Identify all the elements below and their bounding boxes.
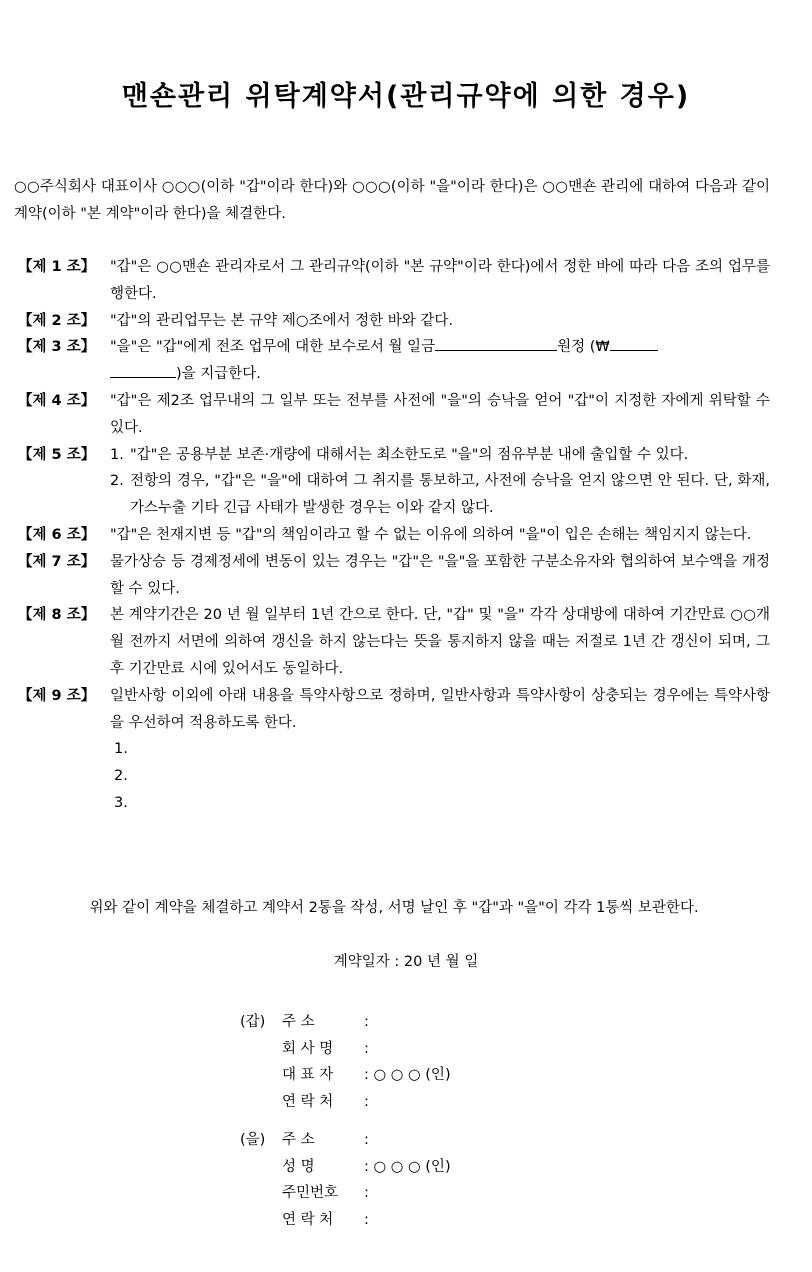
party-a-row	[240, 1036, 451, 1063]
special-item: 2.	[114, 768, 128, 785]
article-text-part: "을"은 "갑"에게 전조 업무에 대한 보수로서 월 일금	[110, 339, 436, 356]
article-text: 물가상승 등 경제정세에 변동이 있는 경우는 "갑"은 "을"을 포함한 구분소유자와 협의하여 보수액을 개정할 수 있다.	[110, 553, 770, 597]
article-label: 【제 7 조】	[18, 553, 96, 570]
special-item: 3.	[114, 794, 128, 811]
contract-date: 계약일자 : 20 년 월 일	[333, 954, 479, 970]
article-label: 【제 4 조】	[18, 392, 96, 409]
party-b-row	[240, 1180, 451, 1207]
document-title: 맨숀관리 위탁계약서(관리규약에 의한 경우)	[121, 81, 691, 112]
field-value: :	[364, 1093, 369, 1110]
amount-blank	[435, 336, 557, 351]
article-8	[18, 602, 770, 682]
field-label: 대 표 자	[282, 1067, 334, 1083]
field-label: 주 소	[282, 1014, 315, 1030]
amount-blank	[610, 336, 658, 351]
special-item: 1.	[114, 741, 128, 758]
article-text: "갑"의 관리업무는 본 규약 제○조에서 정한 바와 같다.	[110, 312, 454, 329]
sub-item-text: "갑"은 공용부분 보존·개량에 대해서는 최소한도로 "을"의 점유부분 내에 출입할 수 있다.	[130, 446, 689, 463]
closing-paragraph: 위와 같이 계약을 체결하고 계약서 2통을 작성, 서명 날인 후 "갑"과 "을"이 각각 1통씩 보관한다.	[89, 900, 699, 916]
article-text: "갑"은 천재지변 등 "갑"의 책임이라고 할 수 없는 이유에 의하여 "을"이 입은 손해는 책임지지 않는다.	[110, 526, 752, 543]
field-value: : ○ ○ ○ (인)	[364, 1158, 451, 1175]
field-value: :	[364, 1132, 369, 1148]
party-b-block	[240, 1127, 451, 1233]
article-text	[110, 442, 770, 522]
article-4	[18, 388, 770, 442]
article-6	[18, 522, 770, 549]
article-2	[18, 308, 770, 335]
article-label: 【제 8 조】	[18, 607, 96, 624]
field-value: :	[364, 1014, 369, 1030]
party-b-tag: (을)	[240, 1132, 266, 1148]
article-text-part: )을 지급한다.	[176, 366, 261, 383]
field-label: 성 명	[282, 1158, 315, 1175]
article-3	[18, 334, 770, 388]
article-label: 【제 9 조】	[18, 687, 96, 704]
article-label: 【제 2 조】	[18, 312, 96, 329]
party-b-row	[240, 1207, 451, 1234]
article-text	[110, 683, 770, 817]
field-value: :	[364, 1040, 369, 1057]
articles-list	[18, 254, 770, 817]
sub-item-number: 2.	[110, 473, 124, 490]
field-value: :	[364, 1185, 369, 1201]
party-a-block	[240, 1009, 451, 1115]
article-text: "갑"은 제2조 업무내의 그 일부 또는 전부를 사전에 "을"의 승낙을 얻어 "갑"이 지정한 자에게 위탁할 수 있다.	[110, 392, 770, 436]
article-label: 【제 3 조】	[18, 339, 96, 356]
amount-blank	[110, 363, 176, 378]
field-label: 주민번호	[282, 1185, 339, 1201]
article-7	[18, 549, 770, 603]
party-a-tag: (갑)	[240, 1014, 266, 1030]
article-text-main: 일반사항 이외에 아래 내용을 특약사항으로 정하며, 일반사항과 특약사항이 상충되는 경우에는 특약사항을 우선하여 적용하도록 한다.	[110, 687, 770, 731]
sub-item-text: 전항의 경우, "갑"은 "을"에 대하여 그 취지를 통보하고, 사전에 승낙을 얻지 않으면 안 된다. 단, 화재, 가스누출 기타 긴급 사태가 발생한 경우는 이와 같지 않다.	[130, 473, 770, 517]
article-9	[18, 683, 770, 817]
article-sub-item	[110, 468, 770, 522]
party-a-row	[240, 1009, 451, 1036]
article-1	[18, 254, 770, 308]
article-label: 【제 1 조】	[18, 259, 96, 275]
field-label: 연 락 처	[282, 1093, 334, 1110]
article-label: 【제 6 조】	[18, 526, 96, 543]
party-b-row	[240, 1127, 451, 1154]
field-value: : ○ ○ ○ (인)	[364, 1067, 451, 1083]
field-label: 회 사 명	[282, 1040, 334, 1057]
special-items	[110, 736, 770, 816]
field-value: :	[364, 1211, 369, 1228]
article-text: "갑"은 ○○맨숀 관리자로서 그 관리규약(이하 "본 규약"이라 한다)에서 정한 바에 따라 다음 조의 업무를 행한다.	[110, 259, 770, 302]
intro-paragraph: ○○주식회사 대표이사 ○○○(이하 "갑"이라 한다)와 ○○○(이하 "을"이라 한다)은 ○○맨숀 관리에 대하여 다음과 같이 계약(이하 "본 계약"이라 한다)을 체결한다.	[14, 179, 770, 222]
party-a-row	[240, 1062, 451, 1089]
field-label: 주 소	[282, 1132, 315, 1148]
article-text: 본 계약기간은 20 년 월 일부터 1년 간으로 한다. 단, "갑" 및 "을" 각각 상대방에 대하여 기간만료 ○○개월 전까지 서면에 의하여 갱신을 하지 않는다는 뜻을 통지하지 않을 때는 저절로 1년 간 갱신이 되며, 그 후 기간만료 시에 있어서도 동일하다.	[110, 607, 770, 677]
article-5	[18, 442, 770, 522]
article-text-part: 원정 (₩	[557, 339, 610, 356]
sub-item-number: 1.	[110, 446, 124, 463]
party-b-row	[240, 1154, 451, 1181]
field-label: 연 락 처	[282, 1211, 334, 1228]
article-text	[110, 334, 770, 388]
article-sub-item	[110, 442, 770, 469]
party-a-row	[240, 1089, 451, 1116]
article-label: 【제 5 조】	[18, 446, 96, 463]
